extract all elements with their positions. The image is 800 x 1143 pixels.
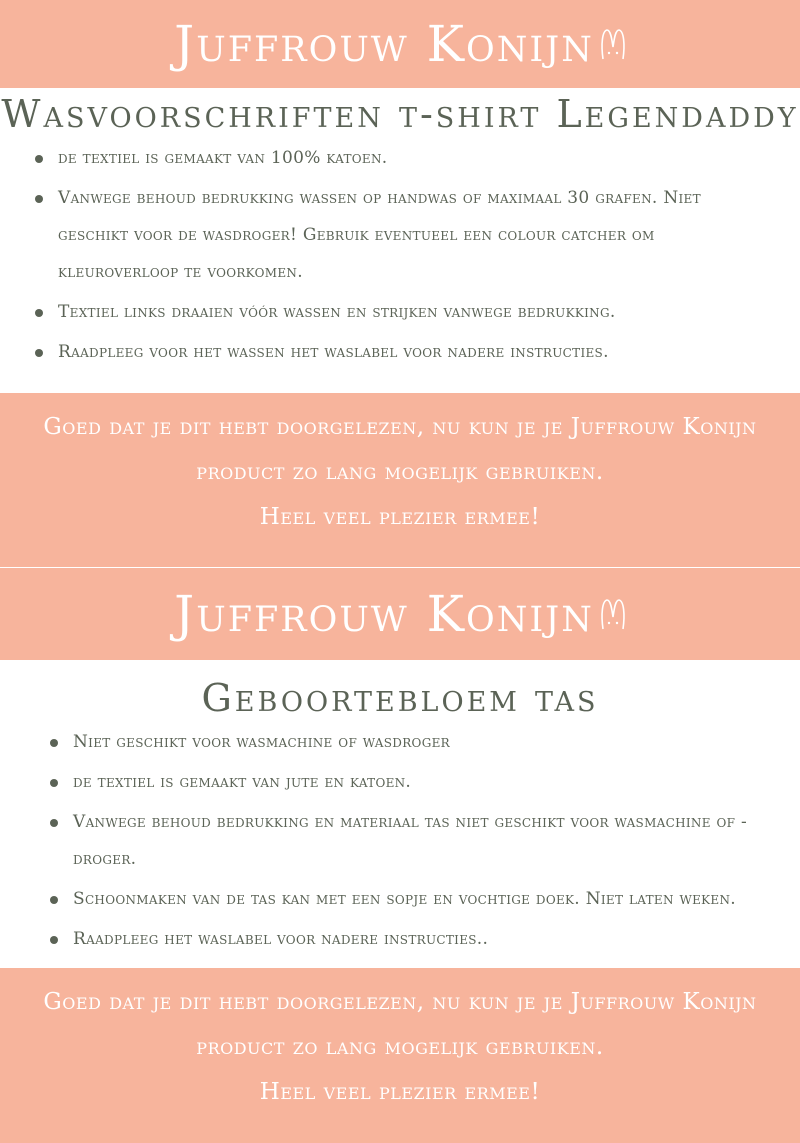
- list-item: Textiel links draaien vóór wassen en strijken vanwege bedrukking.: [30, 294, 730, 331]
- brand-header-2: [0, 568, 800, 660]
- message-line: Heel veel plezier ermee!: [259, 504, 541, 530]
- message-line: product zo lang mogelijk gebruiken.: [196, 1034, 604, 1060]
- section-title: Wasvoorschriften t-shirt Legendaddy: [1, 92, 799, 136]
- list-item: Raadpleeg voor het wassen het waslabel voor nadere instructies.: [30, 334, 730, 371]
- list-item: de textiel is gemaakt van 100% katoen.: [30, 140, 730, 177]
- list-item: Schoonmaken van de tas kan met een sopje en vochtige doek. Niet laten weken.: [45, 881, 765, 918]
- care-instructions-list: [30, 140, 730, 374]
- brand-name: Juffrouw Konijn: [174, 585, 594, 643]
- message-line: Heel veel plezier ermee!: [259, 1079, 541, 1105]
- list-item: Vanwege behoud bedrukking en materiaal tas niet geschikt voor wasmachine of -droger.: [45, 804, 765, 878]
- list-item: Niet geschikt voor wasmachine of wasdroger: [45, 724, 765, 761]
- section-title: Geboortebloem tas: [201, 676, 599, 720]
- message-line: product zo lang mogelijk gebruiken.: [196, 459, 604, 485]
- closing-message-1: [0, 393, 800, 567]
- brand-name: Juffrouw Konijn: [174, 15, 594, 73]
- list-item: de textiel is gemaakt van jute en katoen.: [45, 764, 765, 801]
- closing-message-2: [0, 968, 800, 1143]
- list-item: Vanwege behoud bedrukking wassen op handwas of maximaal 30 grafen. Niet geschikt voor de wasdroger! Gebruik eventueel een colour catcher om kleuroverloop te voorkomen.: [30, 180, 730, 291]
- message-line: Goed dat je dit hebt doorgelezen, nu kun je je Juffrouw Konijn: [43, 414, 757, 440]
- message-line: Goed dat je dit hebt doorgelezen, nu kun je je Juffrouw Konijn: [43, 989, 757, 1015]
- bunny-logo-icon: [600, 27, 626, 61]
- care-instructions-list: [45, 724, 765, 961]
- brand-header-1: [0, 0, 800, 88]
- bunny-logo-icon: [600, 597, 626, 631]
- list-item: Raadpleeg het waslabel voor nadere instructies..: [45, 921, 765, 958]
